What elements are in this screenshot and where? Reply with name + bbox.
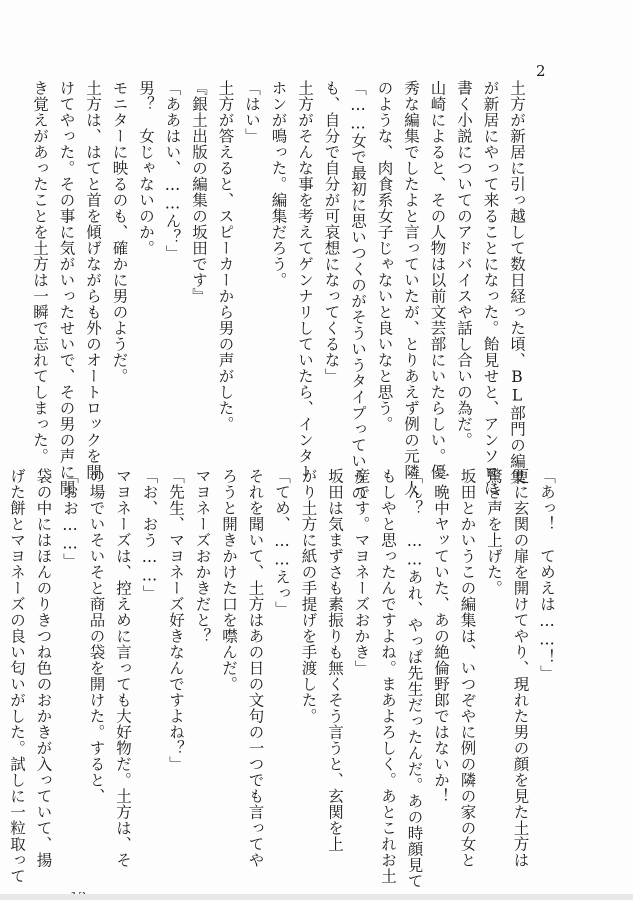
- text-line: の場でいそいそと商品の袋を開けた。すると、: [87, 468, 106, 804]
- text-line: けてやった。その事に気がいったせいで、その男の声に聞: [57, 80, 76, 496]
- text-line: 驚き声を上げた。: [485, 468, 503, 596]
- text-line: 「……女で最初に思いつくのがそういうタイプっていうの: [349, 80, 367, 501]
- text-line: モニターに映るのも、確かに男のようだ。: [110, 80, 129, 384]
- text-line: 書く小説についてのアドバイスや話し合いの為だ。: [455, 80, 473, 448]
- text-line: 袋の中にはほんのりきつね色のおかきが入っていて、揚: [34, 468, 53, 868]
- text-line: 秀な編集でしたよと言っていたが、とりあえず例の元隣人: [402, 80, 420, 496]
- text-line: 「はい」: [243, 80, 261, 144]
- chapter-number: 2: [536, 62, 546, 80]
- text-line: 産です。マヨネーズおかき」: [352, 468, 371, 676]
- text-line: もしやと思ったんですよね。まあよろしく。あとこれお土: [379, 468, 397, 884]
- text-line: 土方が新居に引っ越して数日経った頃、BL部門の編集: [508, 80, 526, 485]
- text-line: 「てめ、……えっ」: [273, 468, 291, 617]
- text-line: のような、肉食系女子じゃないと良いなと思う。: [375, 80, 394, 432]
- top-text-block: [27, 80, 531, 501]
- text-line: 更に玄関の扉を開けてやり、現れた男の顔を見た土方は: [511, 468, 530, 868]
- bottom-text-block: [0, 468, 560, 889]
- text-line: 土方が答えると、スピーカーから男の声がした。: [216, 80, 235, 432]
- text-line: 坂田とかいうこの編集は、いつぞやに例の隣の家の女と: [458, 468, 477, 868]
- text-line: も、自分で自分が可哀想になってくるな」: [322, 80, 341, 384]
- text-line: マヨネーズは、控えめに言っても大好物だ。土方は、そ: [114, 468, 132, 868]
- text-line: がり土方に紙の手提げを手渡した。: [299, 468, 318, 724]
- text-line: げた餅とマヨネーズの良い匂いがした。試しに一粒取って: [8, 468, 26, 884]
- text-line: が新居にやって来ることになった。飴見せと、アンソロに: [481, 80, 500, 496]
- text-line: 男？ 女じゃないのか。: [137, 80, 155, 256]
- text-line: ホンが鳴った。編集だろう。: [269, 80, 288, 288]
- text-line: マヨネーズおかきだと？: [193, 468, 212, 644]
- text-line: 「あっ！ てめえは……！」: [538, 468, 556, 681]
- text-line: それを聞いて、土方はあの日の文句の一つでも言ってや: [246, 468, 265, 868]
- text-line: [0, 468, 4, 838]
- text-line: 一晩中ヤッていた、あの絶倫野郎ではないか！: [432, 468, 450, 804]
- text-line: 土方がそんな事を考えてゲンナリしていたら、インター: [296, 80, 314, 480]
- text-line: 「ああはい、……ん？」: [163, 80, 182, 261]
- text-line: 山崎によると、その人物は以前文芸部にいたらしい。優: [428, 80, 447, 480]
- text-line: 「ん？ ……あれ、やっぱ先生だったんだ。あの時顔見て: [405, 468, 424, 889]
- text-line: き覚えがあったことを土方は一瞬で忘れてしまった。: [31, 80, 49, 464]
- text-line: 「お、おう……」: [140, 468, 159, 601]
- viewer-bottom-bar: [0, 894, 633, 900]
- text-line: 「おお……」: [61, 468, 79, 569]
- text-line: 坂田は気まずさも素振りも無くそう言うと、玄関を上: [326, 468, 344, 852]
- text-line: 「先生、マヨネーズ好きなんですよね？」: [167, 468, 185, 772]
- text-line: ろうと開きかけた口を噤んだ。: [220, 468, 238, 692]
- text-line: 土方は、はてと首を傾げながらも外のオートロックを開: [84, 80, 102, 480]
- text-line: 『銀土出版の編集の坂田です』: [190, 80, 208, 304]
